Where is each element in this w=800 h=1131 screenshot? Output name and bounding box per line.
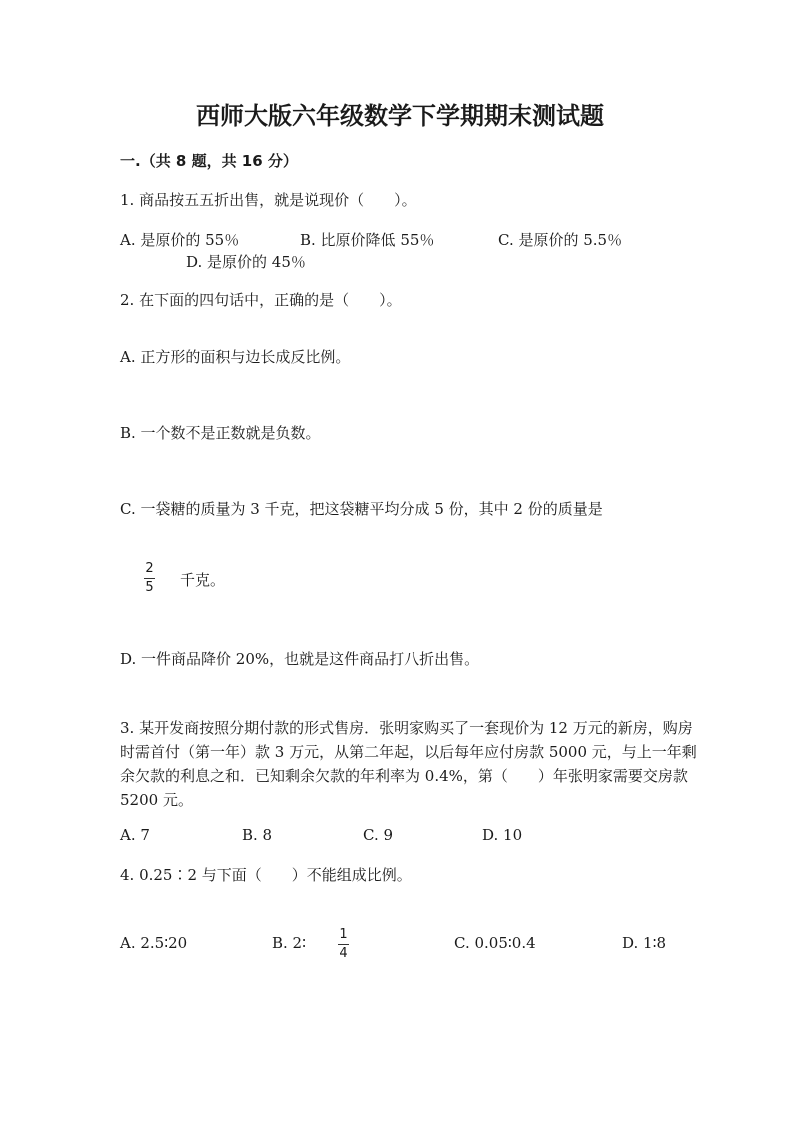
fraction-one-quarter [338, 928, 349, 961]
fraction-bar [144, 578, 155, 579]
section-heading: 一.（共 8 题，共 16 分） [120, 152, 298, 170]
question-1-option-d: D. 是原价的 45％ [186, 253, 306, 271]
fraction-bar [338, 944, 349, 945]
fraction-denominator: 5 [145, 580, 154, 595]
question-1-option-b: B. 比原价降低 55％ [300, 231, 435, 249]
fraction-denominator: 4 [339, 946, 348, 961]
fraction-two-fifths [144, 562, 155, 595]
question-4-stem: 4. 0.25∶2 与下面（ ）不能组成比例。 [120, 866, 412, 884]
question-2-option-a: A. 正方形的面积与边长成反比例。 [120, 348, 351, 366]
question-1-stem: 1. 商品按五五折出售，就是说现价（ ）。 [120, 191, 417, 209]
question-1-option-a: A. 是原价的 55％ [120, 231, 240, 249]
question-3-option-c: C. 9 [363, 826, 394, 844]
question-1-option-c: C. 是原价的 5.5％ [498, 231, 623, 249]
fraction-numerator: 2 [145, 561, 154, 576]
question-2-stem: 2. 在下面的四句话中，正确的是（ ）。 [120, 291, 402, 309]
question-3-stem: 3. 某开发商按照分期付款的形式售房．张明家购买了一套现价为 12 万元的新房，购房时需首付（第一年）款 3 万元，从第二年起，以后每年应付房款 5000 元，与上一年剩余欠款的利息之和．已知剩余欠款的年利率为 0.4%，第（ ）年张明家需要交房款 5200 元。 [120, 719, 697, 809]
fraction-numerator: 1 [339, 927, 348, 942]
question-4-option-d: D. 1∶8 [622, 934, 667, 952]
question-2-option-c: C. 一袋糖的质量为 3 千克，把这袋糖平均分成 5 份，其中 2 份的质量是 [120, 500, 603, 518]
page-title: 西师大版六年级数学下学期期末测试题 [196, 102, 604, 130]
question-3-option-a: A. 7 [120, 826, 150, 844]
question-2-option-d: D. 一件商品降价 20%，也就是这件商品打八折出售。 [120, 650, 480, 668]
question-4-option-c: C. 0.05∶0.4 [454, 934, 536, 952]
question-3-option-d: D. 10 [482, 826, 523, 844]
question-2-option-c-unit: 千克。 [180, 571, 226, 589]
question-3-option-b: B. 8 [242, 826, 273, 844]
question-4-option-b: B. 2∶ [272, 934, 307, 952]
question-2-option-b: B. 一个数不是正数就是负数。 [120, 424, 321, 442]
question-4-option-a: A. 2.5∶20 [120, 934, 188, 952]
